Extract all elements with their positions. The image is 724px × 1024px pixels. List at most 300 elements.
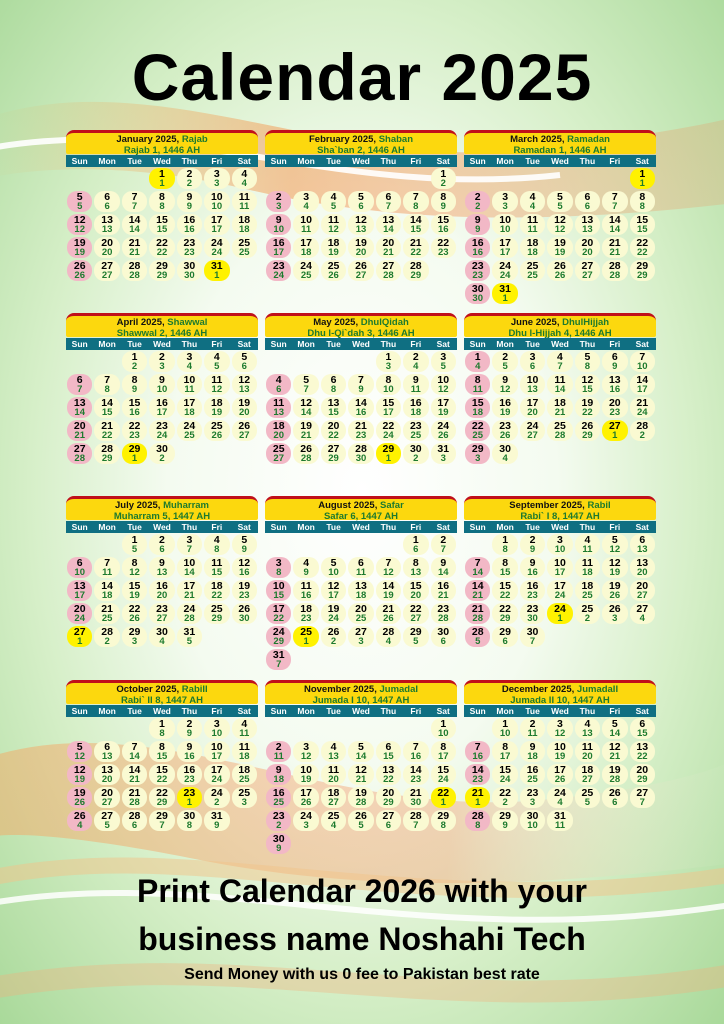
day-cell[interactable] xyxy=(630,397,655,418)
day-cell[interactable] xyxy=(94,374,119,395)
day-cell[interactable] xyxy=(94,603,119,624)
day-cell[interactable] xyxy=(348,810,373,831)
day-cell[interactable] xyxy=(575,718,600,739)
day-cell[interactable] xyxy=(177,260,202,281)
day-cell[interactable] xyxy=(149,718,174,739)
day-cell[interactable] xyxy=(492,397,517,418)
day-cell[interactable] xyxy=(547,191,572,212)
day-cell[interactable] xyxy=(94,787,119,808)
day-cell[interactable] xyxy=(630,374,655,395)
day-cell[interactable] xyxy=(94,626,119,647)
day-cell[interactable] xyxy=(67,580,92,601)
day-cell[interactable] xyxy=(520,810,545,831)
day-cell[interactable] xyxy=(122,260,147,281)
day-cell[interactable] xyxy=(149,168,174,189)
day-cell[interactable] xyxy=(602,214,627,235)
day-cell[interactable] xyxy=(602,580,627,601)
day-cell[interactable] xyxy=(602,741,627,762)
day-cell[interactable] xyxy=(293,741,318,762)
day-cell[interactable] xyxy=(321,397,346,418)
day-cell[interactable] xyxy=(630,420,655,441)
day-cell[interactable] xyxy=(520,787,545,808)
day-cell[interactable] xyxy=(204,397,229,418)
day-cell[interactable] xyxy=(465,764,490,785)
day-cell[interactable] xyxy=(293,764,318,785)
day-cell[interactable] xyxy=(575,260,600,281)
day-cell[interactable] xyxy=(67,260,92,281)
day-cell[interactable] xyxy=(122,580,147,601)
day-cell[interactable] xyxy=(520,626,545,647)
day-cell[interactable] xyxy=(492,557,517,578)
day-cell[interactable] xyxy=(232,764,257,785)
day-cell[interactable] xyxy=(67,557,92,578)
day-cell[interactable] xyxy=(266,603,291,624)
day-cell[interactable] xyxy=(403,603,428,624)
day-cell[interactable] xyxy=(602,260,627,281)
day-cell[interactable] xyxy=(177,168,202,189)
day-cell[interactable] xyxy=(547,397,572,418)
day-cell[interactable] xyxy=(492,374,517,395)
day-cell[interactable] xyxy=(492,718,517,739)
day-cell[interactable] xyxy=(204,603,229,624)
day-cell[interactable] xyxy=(520,580,545,601)
day-cell[interactable] xyxy=(177,626,202,647)
day-cell[interactable] xyxy=(520,534,545,555)
day-cell[interactable] xyxy=(431,397,456,418)
day-cell[interactable] xyxy=(465,191,490,212)
day-cell[interactable] xyxy=(321,191,346,212)
day-cell[interactable] xyxy=(94,397,119,418)
day-cell[interactable] xyxy=(204,741,229,762)
day-cell[interactable] xyxy=(431,237,456,258)
day-cell[interactable] xyxy=(431,580,456,601)
day-cell[interactable] xyxy=(177,397,202,418)
day-cell[interactable] xyxy=(321,603,346,624)
day-cell[interactable] xyxy=(575,603,600,624)
day-cell[interactable] xyxy=(122,351,147,372)
day-cell[interactable] xyxy=(348,626,373,647)
day-cell[interactable] xyxy=(630,603,655,624)
day-cell[interactable] xyxy=(547,764,572,785)
day-cell[interactable] xyxy=(465,443,490,464)
day-cell[interactable] xyxy=(204,718,229,739)
day-cell[interactable] xyxy=(376,443,401,464)
day-cell[interactable] xyxy=(348,741,373,762)
day-cell[interactable] xyxy=(465,214,490,235)
day-cell[interactable] xyxy=(465,557,490,578)
day-cell[interactable] xyxy=(122,214,147,235)
day-cell[interactable] xyxy=(348,580,373,601)
day-cell[interactable] xyxy=(403,741,428,762)
day-cell[interactable] xyxy=(204,810,229,831)
day-cell[interactable] xyxy=(403,443,428,464)
day-cell[interactable] xyxy=(376,764,401,785)
day-cell[interactable] xyxy=(575,191,600,212)
day-cell[interactable] xyxy=(293,787,318,808)
day-cell[interactable] xyxy=(177,787,202,808)
day-cell[interactable] xyxy=(67,397,92,418)
day-cell[interactable] xyxy=(376,603,401,624)
day-cell[interactable] xyxy=(431,741,456,762)
day-cell[interactable] xyxy=(321,810,346,831)
day-cell[interactable] xyxy=(293,397,318,418)
day-cell[interactable] xyxy=(348,374,373,395)
day-cell[interactable] xyxy=(204,420,229,441)
day-cell[interactable] xyxy=(376,397,401,418)
day-cell[interactable] xyxy=(149,443,174,464)
day-cell[interactable] xyxy=(575,557,600,578)
day-cell[interactable] xyxy=(122,443,147,464)
day-cell[interactable] xyxy=(177,718,202,739)
day-cell[interactable] xyxy=(94,443,119,464)
day-cell[interactable] xyxy=(376,191,401,212)
day-cell[interactable] xyxy=(94,557,119,578)
day-cell[interactable] xyxy=(431,443,456,464)
day-cell[interactable] xyxy=(547,534,572,555)
day-cell[interactable] xyxy=(465,603,490,624)
day-cell[interactable] xyxy=(204,351,229,372)
day-cell[interactable] xyxy=(293,374,318,395)
day-cell[interactable] xyxy=(547,810,572,831)
day-cell[interactable] xyxy=(465,351,490,372)
day-cell[interactable] xyxy=(149,810,174,831)
day-cell[interactable] xyxy=(348,397,373,418)
day-cell[interactable] xyxy=(575,580,600,601)
day-cell[interactable] xyxy=(376,374,401,395)
day-cell[interactable] xyxy=(266,649,291,670)
day-cell[interactable] xyxy=(67,810,92,831)
day-cell[interactable] xyxy=(602,374,627,395)
day-cell[interactable] xyxy=(602,718,627,739)
day-cell[interactable] xyxy=(492,237,517,258)
day-cell[interactable] xyxy=(520,237,545,258)
day-cell[interactable] xyxy=(321,580,346,601)
day-cell[interactable] xyxy=(348,603,373,624)
day-cell[interactable] xyxy=(403,397,428,418)
day-cell[interactable] xyxy=(293,603,318,624)
day-cell[interactable] xyxy=(376,626,401,647)
day-cell[interactable] xyxy=(177,237,202,258)
day-cell[interactable] xyxy=(492,420,517,441)
day-cell[interactable] xyxy=(348,787,373,808)
day-cell[interactable] xyxy=(67,603,92,624)
day-cell[interactable] xyxy=(122,397,147,418)
day-cell[interactable] xyxy=(431,420,456,441)
day-cell[interactable] xyxy=(547,603,572,624)
day-cell[interactable] xyxy=(67,626,92,647)
day-cell[interactable] xyxy=(547,557,572,578)
day-cell[interactable] xyxy=(492,810,517,831)
day-cell[interactable] xyxy=(321,237,346,258)
day-cell[interactable] xyxy=(547,351,572,372)
day-cell[interactable] xyxy=(403,534,428,555)
day-cell[interactable] xyxy=(321,374,346,395)
day-cell[interactable] xyxy=(204,191,229,212)
day-cell[interactable] xyxy=(431,603,456,624)
day-cell[interactable] xyxy=(204,168,229,189)
day-cell[interactable] xyxy=(321,443,346,464)
day-cell[interactable] xyxy=(602,764,627,785)
day-cell[interactable] xyxy=(67,787,92,808)
day-cell[interactable] xyxy=(520,557,545,578)
day-cell[interactable] xyxy=(575,237,600,258)
day-cell[interactable] xyxy=(232,718,257,739)
day-cell[interactable] xyxy=(492,191,517,212)
day-cell[interactable] xyxy=(232,191,257,212)
day-cell[interactable] xyxy=(465,260,490,281)
day-cell[interactable] xyxy=(122,557,147,578)
day-cell[interactable] xyxy=(266,557,291,578)
day-cell[interactable] xyxy=(575,420,600,441)
day-cell[interactable] xyxy=(630,260,655,281)
day-cell[interactable] xyxy=(321,626,346,647)
day-cell[interactable] xyxy=(177,764,202,785)
day-cell[interactable] xyxy=(431,557,456,578)
day-cell[interactable] xyxy=(575,787,600,808)
day-cell[interactable] xyxy=(376,580,401,601)
day-cell[interactable] xyxy=(122,810,147,831)
day-cell[interactable] xyxy=(122,534,147,555)
day-cell[interactable] xyxy=(547,260,572,281)
day-cell[interactable] xyxy=(122,237,147,258)
day-cell[interactable] xyxy=(465,626,490,647)
day-cell[interactable] xyxy=(232,603,257,624)
day-cell[interactable] xyxy=(403,626,428,647)
day-cell[interactable] xyxy=(602,191,627,212)
day-cell[interactable] xyxy=(575,351,600,372)
day-cell[interactable] xyxy=(520,420,545,441)
day-cell[interactable] xyxy=(293,237,318,258)
day-cell[interactable] xyxy=(575,397,600,418)
day-cell[interactable] xyxy=(492,260,517,281)
day-cell[interactable] xyxy=(520,260,545,281)
day-cell[interactable] xyxy=(431,214,456,235)
day-cell[interactable] xyxy=(376,214,401,235)
day-cell[interactable] xyxy=(465,420,490,441)
day-cell[interactable] xyxy=(547,741,572,762)
day-cell[interactable] xyxy=(232,351,257,372)
day-cell[interactable] xyxy=(204,557,229,578)
day-cell[interactable] xyxy=(94,260,119,281)
day-cell[interactable] xyxy=(547,787,572,808)
day-cell[interactable] xyxy=(403,260,428,281)
day-cell[interactable] xyxy=(403,237,428,258)
day-cell[interactable] xyxy=(321,214,346,235)
day-cell[interactable] xyxy=(67,420,92,441)
day-cell[interactable] xyxy=(520,374,545,395)
day-cell[interactable] xyxy=(492,787,517,808)
day-cell[interactable] xyxy=(293,626,318,647)
day-cell[interactable] xyxy=(149,191,174,212)
day-cell[interactable] xyxy=(465,580,490,601)
day-cell[interactable] xyxy=(520,741,545,762)
day-cell[interactable] xyxy=(630,580,655,601)
day-cell[interactable] xyxy=(547,420,572,441)
day-cell[interactable] xyxy=(348,191,373,212)
day-cell[interactable] xyxy=(94,810,119,831)
day-cell[interactable] xyxy=(122,764,147,785)
day-cell[interactable] xyxy=(492,580,517,601)
day-cell[interactable] xyxy=(630,787,655,808)
day-cell[interactable] xyxy=(94,214,119,235)
day-cell[interactable] xyxy=(602,237,627,258)
day-cell[interactable] xyxy=(348,260,373,281)
day-cell[interactable] xyxy=(376,741,401,762)
day-cell[interactable] xyxy=(403,580,428,601)
day-cell[interactable] xyxy=(431,764,456,785)
day-cell[interactable] xyxy=(177,603,202,624)
day-cell[interactable] xyxy=(348,237,373,258)
day-cell[interactable] xyxy=(266,214,291,235)
day-cell[interactable] xyxy=(465,397,490,418)
day-cell[interactable] xyxy=(602,397,627,418)
day-cell[interactable] xyxy=(266,833,291,854)
day-cell[interactable] xyxy=(293,420,318,441)
day-cell[interactable] xyxy=(492,741,517,762)
day-cell[interactable] xyxy=(149,626,174,647)
day-cell[interactable] xyxy=(630,191,655,212)
day-cell[interactable] xyxy=(232,787,257,808)
day-cell[interactable] xyxy=(67,764,92,785)
day-cell[interactable] xyxy=(122,374,147,395)
day-cell[interactable] xyxy=(376,557,401,578)
day-cell[interactable] xyxy=(177,420,202,441)
day-cell[interactable] xyxy=(630,168,655,189)
day-cell[interactable] xyxy=(293,810,318,831)
day-cell[interactable] xyxy=(67,214,92,235)
day-cell[interactable] xyxy=(149,397,174,418)
day-cell[interactable] xyxy=(67,443,92,464)
day-cell[interactable] xyxy=(602,787,627,808)
day-cell[interactable] xyxy=(149,420,174,441)
day-cell[interactable] xyxy=(321,420,346,441)
day-cell[interactable] xyxy=(492,626,517,647)
day-cell[interactable] xyxy=(630,764,655,785)
day-cell[interactable] xyxy=(348,420,373,441)
day-cell[interactable] xyxy=(232,374,257,395)
day-cell[interactable] xyxy=(266,443,291,464)
day-cell[interactable] xyxy=(376,260,401,281)
day-cell[interactable] xyxy=(266,420,291,441)
day-cell[interactable] xyxy=(575,764,600,785)
day-cell[interactable] xyxy=(94,741,119,762)
day-cell[interactable] xyxy=(376,810,401,831)
day-cell[interactable] xyxy=(465,741,490,762)
day-cell[interactable] xyxy=(149,260,174,281)
day-cell[interactable] xyxy=(602,557,627,578)
day-cell[interactable] xyxy=(403,787,428,808)
day-cell[interactable] xyxy=(630,351,655,372)
day-cell[interactable] xyxy=(376,787,401,808)
day-cell[interactable] xyxy=(403,214,428,235)
day-cell[interactable] xyxy=(575,534,600,555)
day-cell[interactable] xyxy=(122,626,147,647)
day-cell[interactable] xyxy=(266,580,291,601)
day-cell[interactable] xyxy=(403,420,428,441)
day-cell[interactable] xyxy=(122,191,147,212)
day-cell[interactable] xyxy=(465,787,490,808)
day-cell[interactable] xyxy=(403,351,428,372)
day-cell[interactable] xyxy=(630,214,655,235)
day-cell[interactable] xyxy=(492,764,517,785)
day-cell[interactable] xyxy=(403,764,428,785)
day-cell[interactable] xyxy=(204,260,229,281)
day-cell[interactable] xyxy=(67,741,92,762)
day-cell[interactable] xyxy=(232,237,257,258)
day-cell[interactable] xyxy=(122,420,147,441)
day-cell[interactable] xyxy=(177,741,202,762)
day-cell[interactable] xyxy=(94,420,119,441)
day-cell[interactable] xyxy=(149,580,174,601)
day-cell[interactable] xyxy=(122,741,147,762)
day-cell[interactable] xyxy=(520,351,545,372)
day-cell[interactable] xyxy=(348,764,373,785)
day-cell[interactable] xyxy=(431,810,456,831)
day-cell[interactable] xyxy=(232,534,257,555)
day-cell[interactable] xyxy=(431,534,456,555)
day-cell[interactable] xyxy=(232,557,257,578)
day-cell[interactable] xyxy=(431,374,456,395)
day-cell[interactable] xyxy=(431,718,456,739)
day-cell[interactable] xyxy=(602,534,627,555)
day-cell[interactable] xyxy=(630,237,655,258)
day-cell[interactable] xyxy=(492,603,517,624)
day-cell[interactable] xyxy=(321,557,346,578)
day-cell[interactable] xyxy=(94,191,119,212)
day-cell[interactable] xyxy=(465,237,490,258)
day-cell[interactable] xyxy=(149,351,174,372)
day-cell[interactable] xyxy=(149,603,174,624)
day-cell[interactable] xyxy=(94,237,119,258)
day-cell[interactable] xyxy=(149,534,174,555)
day-cell[interactable] xyxy=(232,168,257,189)
day-cell[interactable] xyxy=(266,764,291,785)
day-cell[interactable] xyxy=(232,741,257,762)
day-cell[interactable] xyxy=(321,741,346,762)
day-cell[interactable] xyxy=(547,237,572,258)
day-cell[interactable] xyxy=(177,810,202,831)
day-cell[interactable] xyxy=(177,580,202,601)
day-cell[interactable] xyxy=(602,420,627,441)
day-cell[interactable] xyxy=(348,214,373,235)
day-cell[interactable] xyxy=(122,603,147,624)
day-cell[interactable] xyxy=(266,191,291,212)
day-cell[interactable] xyxy=(94,580,119,601)
day-cell[interactable] xyxy=(630,718,655,739)
day-cell[interactable] xyxy=(149,214,174,235)
day-cell[interactable] xyxy=(492,443,517,464)
day-cell[interactable] xyxy=(266,237,291,258)
day-cell[interactable] xyxy=(547,374,572,395)
day-cell[interactable] xyxy=(177,214,202,235)
day-cell[interactable] xyxy=(431,351,456,372)
day-cell[interactable] xyxy=(149,764,174,785)
day-cell[interactable] xyxy=(232,420,257,441)
day-cell[interactable] xyxy=(266,374,291,395)
day-cell[interactable] xyxy=(122,787,147,808)
day-cell[interactable] xyxy=(321,260,346,281)
day-cell[interactable] xyxy=(547,580,572,601)
day-cell[interactable] xyxy=(465,283,490,304)
day-cell[interactable] xyxy=(492,534,517,555)
day-cell[interactable] xyxy=(376,237,401,258)
day-cell[interactable] xyxy=(547,718,572,739)
day-cell[interactable] xyxy=(232,397,257,418)
day-cell[interactable] xyxy=(403,191,428,212)
day-cell[interactable] xyxy=(232,580,257,601)
day-cell[interactable] xyxy=(149,374,174,395)
day-cell[interactable] xyxy=(520,191,545,212)
